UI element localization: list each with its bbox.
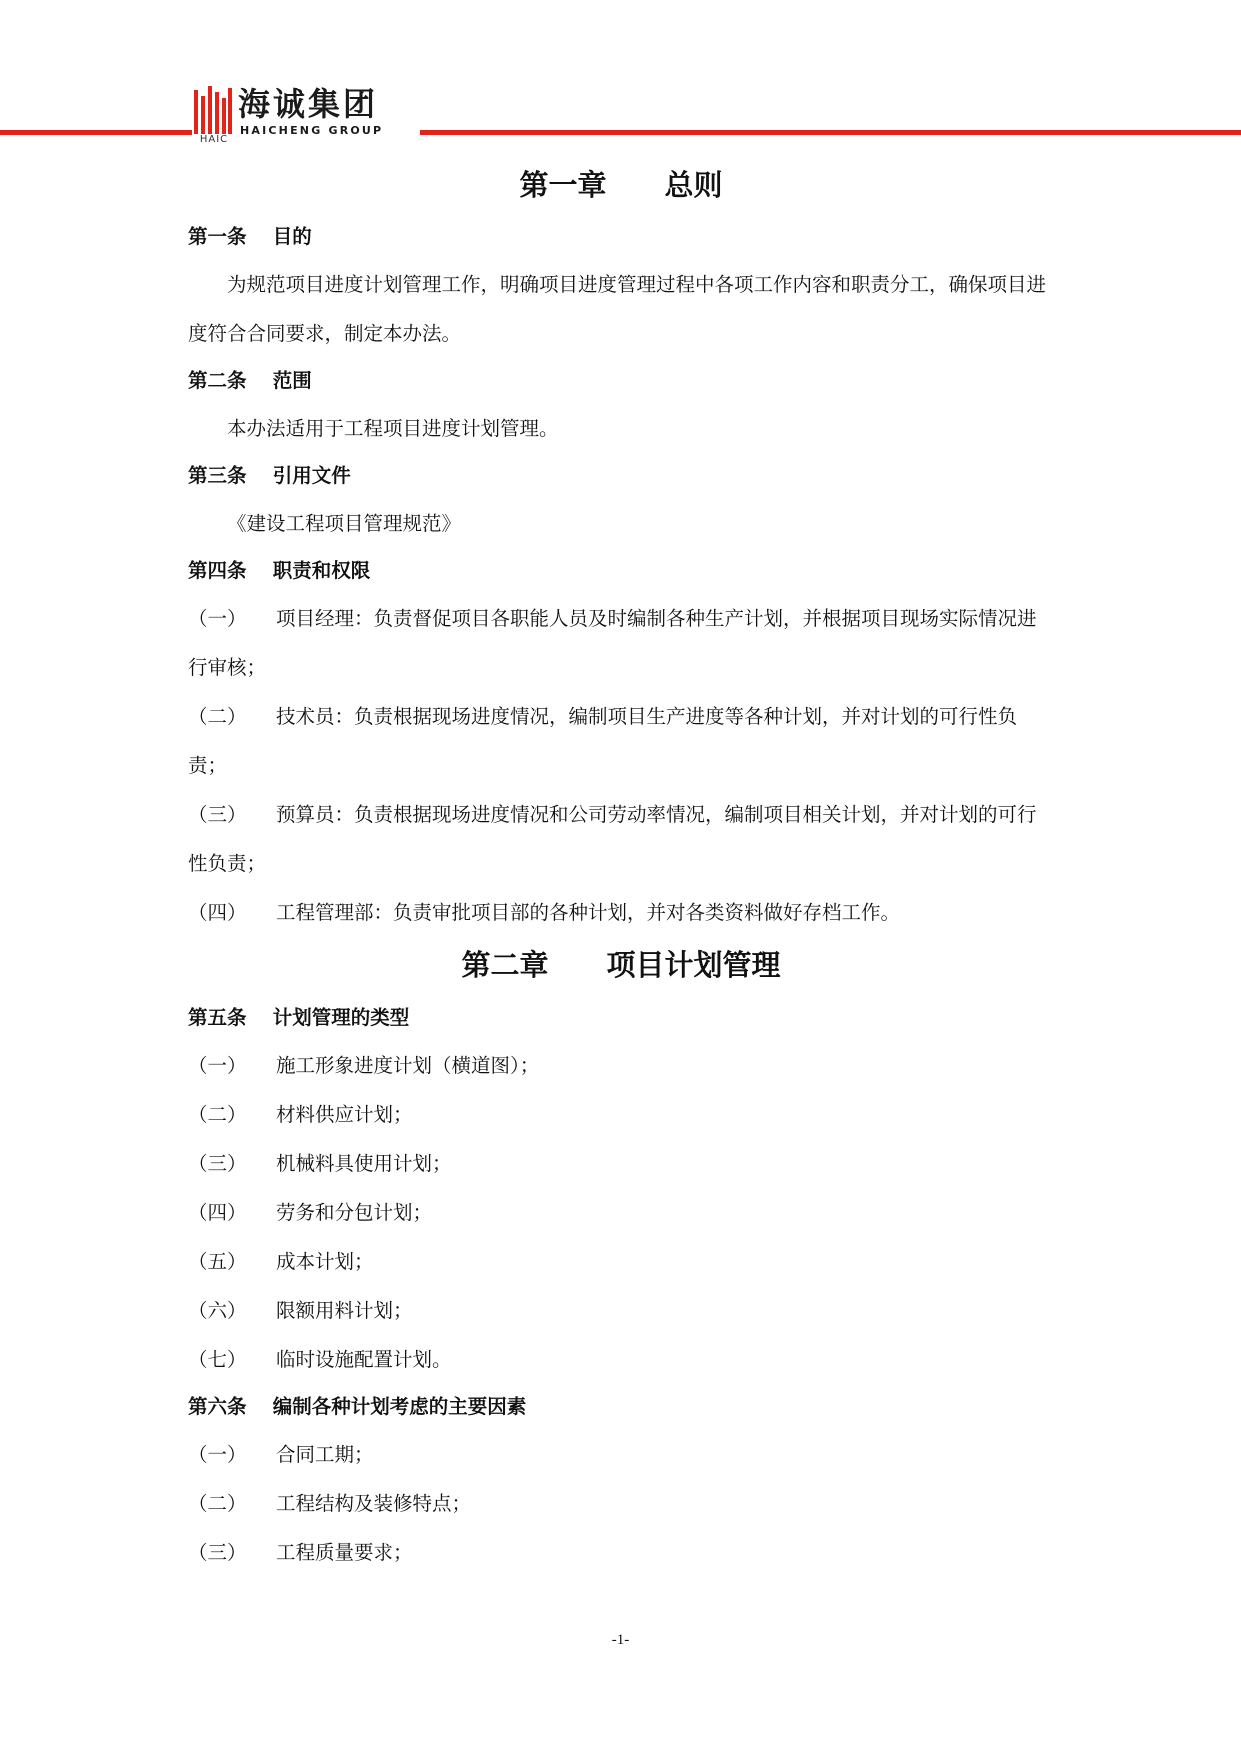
item-text: 材料供应计划； xyxy=(276,1103,413,1126)
chapter-title: 第二章 项目计划管理 xyxy=(461,948,781,982)
item-number: （四） xyxy=(188,1201,247,1224)
item-text: 工程结构及装修特点； xyxy=(276,1492,472,1515)
list-item xyxy=(188,1286,1054,1335)
item-number: （七） xyxy=(188,1348,247,1371)
list-item xyxy=(188,888,1054,937)
article-heading: 第四条 职责和权限 xyxy=(188,559,371,582)
item-number: （一） xyxy=(188,1054,247,1077)
item-text: 成本计划； xyxy=(276,1250,374,1273)
item-text: 项目经理：负责督促项目各职能人员及时编制各种生产计划，并根据项目现场实际情况进行审核； xyxy=(188,607,1037,679)
item-text: 工程管理部：负责审批项目部的各种计划，并对各类资料做好存档工作。 xyxy=(276,901,901,924)
item-text: 机械料具使用计划； xyxy=(276,1152,452,1175)
list-item xyxy=(188,692,1054,790)
list-item xyxy=(188,1090,1054,1139)
list-item xyxy=(188,1479,1054,1528)
item-text: 限额用料计划； xyxy=(276,1299,413,1322)
list-item xyxy=(188,1528,1054,1577)
logo-chinese-name: 海诚集团 xyxy=(238,85,379,123)
logo-mark-icon xyxy=(194,86,232,134)
list-item xyxy=(188,790,1054,888)
item-number: （一） xyxy=(188,607,247,630)
company-logo xyxy=(192,82,420,152)
article-heading: 第一条 目的 xyxy=(188,225,312,248)
item-number: （五） xyxy=(188,1250,247,1273)
list-item xyxy=(188,594,1054,692)
list-item xyxy=(188,1430,1054,1479)
item-number: （一） xyxy=(188,1443,247,1466)
page-header xyxy=(0,82,1241,152)
article-heading: 第六条 编制各种计划考虑的主要因素 xyxy=(188,1395,527,1418)
item-number: （二） xyxy=(188,1103,247,1126)
item-text: 施工形象进度计划（横道图）； xyxy=(276,1054,540,1077)
header-red-rule-left xyxy=(0,130,192,135)
item-number: （三） xyxy=(188,1541,247,1564)
document-body xyxy=(188,160,1054,1577)
article-heading: 第五条 计划管理的类型 xyxy=(188,1006,410,1029)
list-item xyxy=(188,1237,1054,1286)
item-number: （四） xyxy=(188,901,247,924)
item-text: 合同工期； xyxy=(276,1443,374,1466)
item-text: 临时设施配置计划。 xyxy=(276,1348,452,1371)
list-item xyxy=(188,1188,1054,1237)
logo-haic-text: HAIC xyxy=(199,134,229,145)
item-text: 工程质量要求； xyxy=(276,1541,413,1564)
header-red-rule-right xyxy=(420,130,1241,135)
item-number: （六） xyxy=(188,1299,247,1322)
item-text: 劳务和分包计划； xyxy=(276,1201,433,1224)
article-paragraph: 《建设工程项目管理规范》 xyxy=(227,512,462,535)
item-number: （三） xyxy=(188,1152,247,1175)
article-paragraph: 为规范项目进度计划管理工作，明确项目进度管理过程中各项工作内容和职责分工，确保项目进度符合合同要求，制定本办法。 xyxy=(188,273,1047,345)
article-heading: 第三条 引用文件 xyxy=(188,464,351,487)
item-number: （二） xyxy=(188,1492,247,1515)
article-paragraph: 本办法适用于工程项目进度计划管理。 xyxy=(227,417,559,440)
item-text: 预算员：负责根据现场进度情况和公司劳动率情况，编制项目相关计划，并对计划的可行性负责； xyxy=(188,803,1037,875)
article-heading: 第二条 范围 xyxy=(188,369,312,392)
list-item xyxy=(188,1139,1054,1188)
item-number: （三） xyxy=(188,803,247,826)
chapter-title: 第一章 总则 xyxy=(519,168,723,202)
list-item xyxy=(188,1041,1054,1090)
item-text: 技术员：负责根据现场进度情况，编制项目生产进度等各种计划，并对计划的可行性负责； xyxy=(188,705,1018,777)
list-item xyxy=(188,1335,1054,1384)
item-number: （二） xyxy=(188,705,247,728)
logo-english-name: HAICHENG GROUP xyxy=(240,124,384,137)
page-number: -1- xyxy=(611,1632,630,1648)
